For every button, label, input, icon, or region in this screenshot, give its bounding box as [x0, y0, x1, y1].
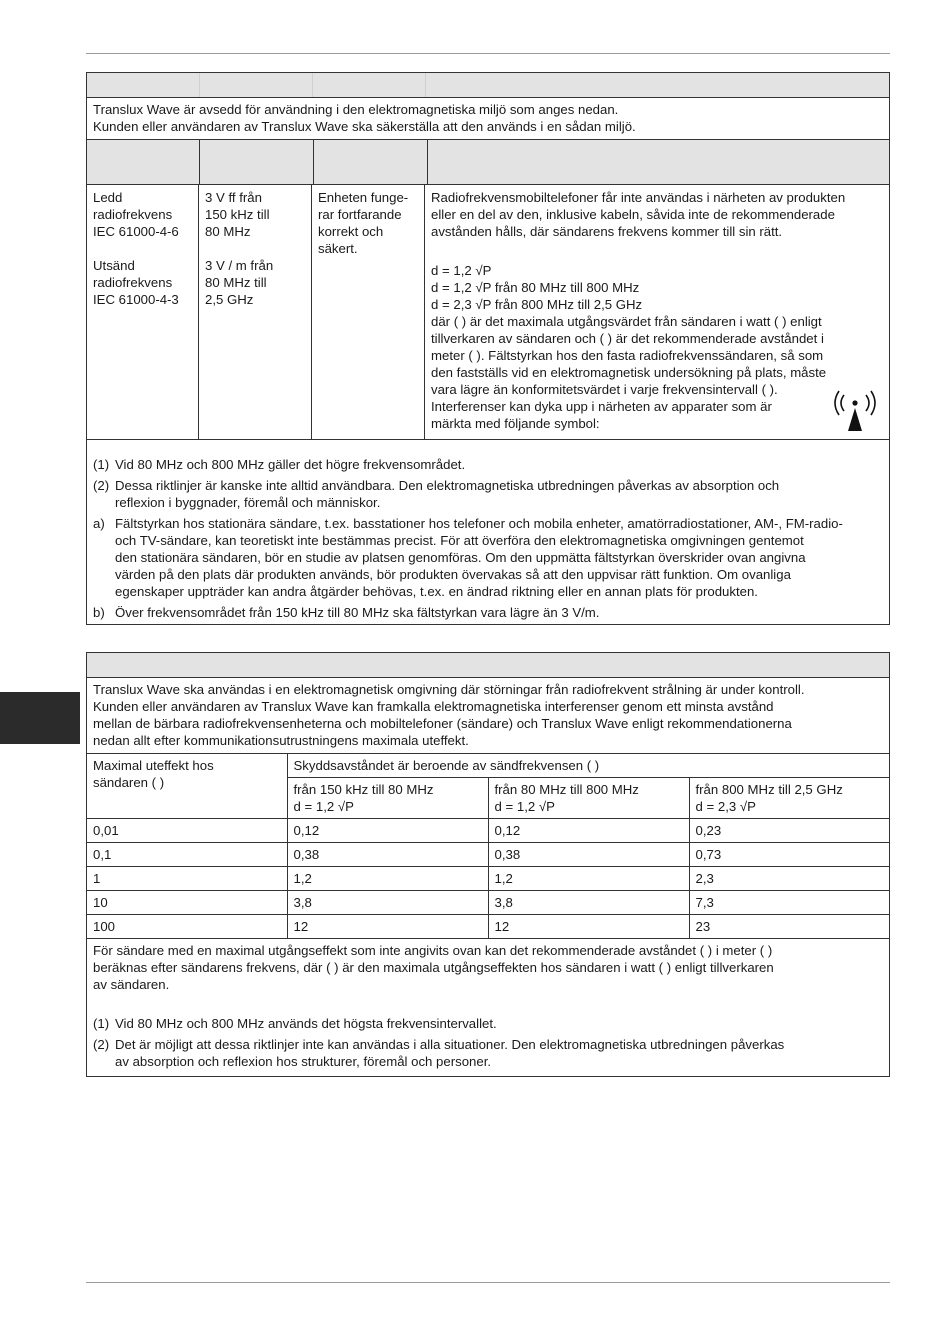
note-line: egenskaper uppträder kan andra åtgärder behövas, t.ex. en ändrad riktning eller en annan plats för produkten.: [115, 584, 758, 599]
header-cell-guidance: [428, 140, 889, 184]
distance-table: [87, 754, 889, 939]
band-header-cell: [287, 778, 488, 819]
non-ionizing-radiation-icon: [827, 383, 883, 435]
footer-line: beräknas efter sändarens frekvens, där ( ) är den maximala utgångseffekten hos sändaren i watt ( ) enligt tillverkaren: [93, 960, 774, 975]
intro-line: mellan de bärbara radiofrekvensenheterna och mobiltelefoner (sändare) och Translux Wave enligt rekommendationerna: [93, 716, 792, 731]
distance-header-cell: Skyddsavståndet är beroende av sändfrekvensen ( ): [287, 754, 889, 778]
note-key: (2): [93, 478, 110, 493]
note-item: [93, 515, 883, 600]
note-line: värden på den plats där produkten används, bör produkten övervakas så att den uppvisar rätt funktion. Om ovanliga: [115, 567, 791, 582]
note-key: (1): [93, 1016, 110, 1031]
text-line: meter ( ). Fältstyrkan hos den fasta radiofrekvenssändaren, så som: [431, 348, 824, 363]
intro-line: nedan allt efter kommunikationsutrustningens maximala uteffekt.: [93, 733, 469, 748]
table-cell: 3,8: [488, 891, 689, 915]
formula: d = 2,3 √P från 800 MHz till 2,5 GHz: [431, 297, 643, 312]
note-line: av absorption och reflexion hos strukturer, föremål och personer.: [115, 1054, 492, 1069]
text-line: den fastställs vid en elektromagnetisk undersökning på plats, måste: [431, 365, 827, 380]
intro-line: Kunden eller användaren av Translux Wave ska säkerställa att den används i en sådan miljö.: [93, 119, 636, 134]
text-line: IEC 61000-4-3: [93, 292, 179, 307]
table-cell: 3,8: [287, 891, 488, 915]
formula: d = 1,2 √P från 80 MHz till 800 MHz: [431, 280, 640, 295]
header-line: sändaren ( ): [93, 775, 165, 790]
band-formula: d = 1,2 √P: [494, 799, 555, 814]
header-cell-level: [200, 140, 314, 184]
table-cell: 0,73: [689, 843, 889, 867]
table-cell: 12: [488, 915, 689, 939]
text-line: där ( ) är det maximala utgångsvärdet från sändaren i watt ( ) enligt: [431, 314, 822, 329]
immunity-notes: [87, 440, 889, 621]
text-line: 3 V / m från: [205, 258, 274, 273]
text-line: IEC 61000-4-6: [93, 224, 179, 239]
intro-line: Translux Wave ska användas i en elektromagnetisk omgivning där störningar från radiofrekvent strålning är under kontroll.: [93, 682, 805, 697]
note-item: [93, 1015, 883, 1032]
band-range: från 150 kHz till 80 MHz: [293, 782, 434, 797]
text-line: 150 kHz till: [205, 207, 270, 222]
header-cell-test: [87, 140, 200, 184]
text-line: vara lägre än konformitetsvärdet i varje frekvensintervall ( ).: [431, 382, 778, 397]
test-cell: [87, 185, 199, 439]
note-key: (2): [93, 1037, 110, 1052]
table-cell: 0,1: [87, 843, 287, 867]
text-line: korrekt och: [318, 224, 384, 239]
table-row: [87, 867, 889, 891]
text-line: tillverkaren av sändaren och ( ) är det rekommenderade avståndet i: [431, 331, 824, 346]
table-cell: 2,3: [689, 867, 889, 891]
header-line: Maximal uteffekt hos: [93, 758, 214, 773]
band-range: från 80 MHz till 800 MHz: [494, 782, 639, 797]
table-cell: 23: [689, 915, 889, 939]
band-header-cell: [689, 778, 889, 819]
table-cell: 1: [87, 867, 287, 891]
band-formula: d = 2,3 √P: [695, 799, 756, 814]
band-range: från 800 MHz till 2,5 GHz: [695, 782, 843, 797]
intro-line: Kunden eller användaren av Translux Wave kan framkalla elektromagnetiska interferenser genom ett minsta avstånd: [93, 699, 774, 714]
note-line: Dessa riktlinjer är kanske inte alltid användbara. Den elektromagnetiska utbredningen påverkas av absorption och: [115, 478, 780, 493]
text-line: 2,5 GHz: [205, 292, 254, 307]
table-cell: 0,12: [488, 819, 689, 843]
text-line: eller en del av den, inklusive kabeln, såvida inte de rekommenderade: [431, 207, 835, 222]
footer-line: av sändaren.: [93, 977, 170, 992]
note-line: reflexion i byggnader, föremål och människor.: [115, 495, 381, 510]
note-key: b): [93, 605, 105, 620]
text-line: Enheten funge-: [318, 190, 409, 205]
power-header-cell: [87, 754, 287, 819]
note-line: och TV-sändare, kan teoretiskt inte bestämmas precist. För att överföra den elektromagnetiska omgivningen gentemot: [115, 533, 804, 548]
text-line: 80 MHz: [205, 224, 251, 239]
separation-intro: [87, 678, 889, 754]
table-row: [87, 891, 889, 915]
immunity-row: [87, 185, 889, 440]
table-cell: 10: [87, 891, 287, 915]
band-formula: d = 1,2 √P: [293, 799, 354, 814]
note-item: [93, 456, 883, 473]
text-line: Utsänd: [93, 258, 135, 273]
text-line: Interferenser kan dyka upp i närheten av apparater som är: [431, 399, 772, 414]
text-line: Radiofrekvensmobiltelefoner får inte användas i närheten av produkten: [431, 190, 846, 205]
text-line: säkert.: [318, 241, 358, 256]
table-cell: 0,38: [287, 843, 488, 867]
note-item: [93, 1036, 883, 1070]
table-cell: 0,12: [287, 819, 488, 843]
formula: d = 1,2 √P: [431, 263, 492, 278]
immunity-table: [86, 72, 890, 625]
table-row: [87, 843, 889, 867]
immunity-table-title-bar: [87, 73, 889, 98]
note-line: Över frekvensområdet från 150 kHz till 80 MHz ska fältstyrkan vara lägre än 3 V/m.: [115, 605, 600, 620]
table-cell: 12: [287, 915, 488, 939]
note-line: Det är möjligt att dessa riktlinjer inte kan användas i alla situationer. Den elektromagnetiska utbredningen påverkas: [115, 1037, 785, 1052]
text-line: 80 MHz till: [205, 275, 267, 290]
separation-table-title-bar: [87, 653, 889, 678]
compliance-cell: [312, 185, 425, 439]
note-item: [93, 604, 883, 621]
note-item: [93, 477, 883, 511]
text-line: Ledd: [93, 190, 123, 205]
guidance-cell: [425, 185, 889, 439]
intro-line: Translux Wave är avsedd för användning i den elektromagnetiska miljö som anges nedan.: [93, 102, 619, 117]
note-line: Vid 80 MHz och 800 MHz gäller det högre frekvensområdet.: [115, 457, 466, 472]
note-line: Vid 80 MHz och 800 MHz används det högsta frekvensintervallet.: [115, 1016, 497, 1031]
text-line: radiofrekvens: [93, 207, 173, 222]
text-line: 3 V ff från: [205, 190, 262, 205]
table-row: [87, 819, 889, 843]
level-cell: [199, 185, 312, 439]
language-tab-marker: [0, 692, 80, 744]
separation-distance-table: [86, 652, 890, 1077]
note-key: a): [93, 516, 105, 531]
text-line: avstånden hålls, där sändarens frekvens kommer till sin rätt.: [431, 224, 783, 239]
table-cell: 0,38: [488, 843, 689, 867]
immunity-column-header: [87, 140, 889, 185]
note-line: den stationära sändaren, bör en studie av platsen genomföras. Om den uppmätta fältstyrkan överskrider ovan angivna: [115, 550, 806, 565]
table-cell: 1,2: [287, 867, 488, 891]
band-header-cell: [488, 778, 689, 819]
table-row: [87, 915, 889, 939]
footer-line: För sändare med en maximal utgångseffekt som inte angivits ovan kan det rekommenderade avståndet ( ) i meter ( ): [93, 943, 773, 958]
table-cell: 0,23: [689, 819, 889, 843]
note-line: Fältstyrkan hos stationära sändare, t.ex. basstationer hos telefoner och mobila enheter, amatörradiostationer, AM-, FM-radio-: [115, 516, 843, 531]
immunity-intro: [87, 98, 889, 140]
table-cell: 0,01: [87, 819, 287, 843]
text-line: märkta med följande symbol:: [431, 416, 600, 431]
bottom-rule: [86, 1282, 890, 1283]
top-rule: [86, 53, 890, 54]
text-line: radiofrekvens: [93, 275, 173, 290]
separation-footer: [87, 939, 889, 1076]
header-cell-compliance: [314, 140, 428, 184]
note-key: (1): [93, 457, 110, 472]
table-cell: 100: [87, 915, 287, 939]
table-cell: 1,2: [488, 867, 689, 891]
table-cell: 7,3: [689, 891, 889, 915]
text-line: rar fortfarande: [318, 207, 402, 222]
